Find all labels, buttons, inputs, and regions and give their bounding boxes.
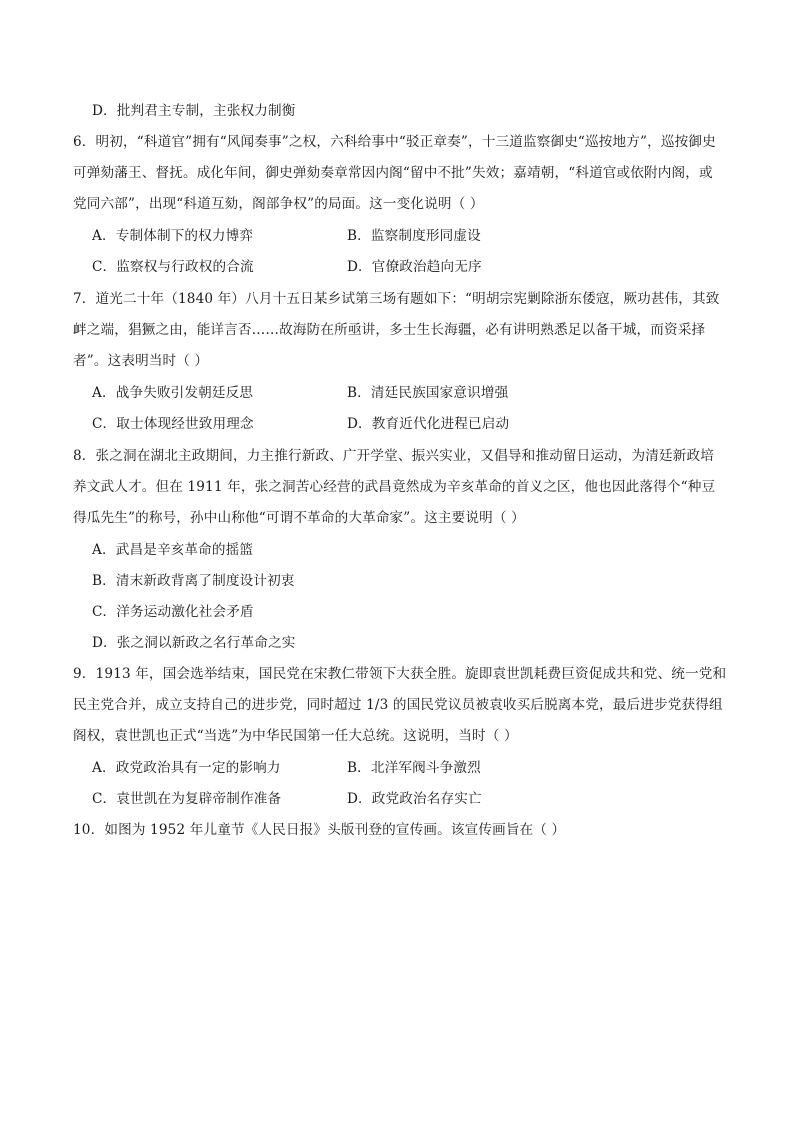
q6-stem-line-3: 党同六部”，出现“科道互劾，阁部争权”的局面。这一变化说明（ ） [73, 196, 484, 212]
q8-stem-line-3: 得瓜先生”的称号，孙中山称他“可谓不革命的大革命家”。这主要说明（ ） [73, 510, 525, 526]
q7-stem-line-3: 者”。这表明当时（ ） [73, 353, 209, 369]
q7-option-a: A．战争失败引发朝廷反思 [92, 385, 254, 401]
q8-option-d: D．张之洞以新政之名行革命之实 [92, 635, 296, 651]
q8-option-b: B．清末新政背离了制度设计初衷 [92, 573, 295, 589]
q8-stem-line-1: 8．张之洞在湖北主政期间，力主推行新政、广开学堂、振兴实业，又倡导和推动留日运动，为清廷新政培 [73, 448, 715, 464]
q7-option-d: D．教育近代化进程已启动 [347, 416, 510, 432]
q6-option-c: C．监察权与行政权的合流 [92, 259, 254, 275]
q9-option-b: B．北洋军阀斗争激烈 [347, 760, 481, 776]
prev-option-d: D．批判君主专制，主张权力制衡 [92, 103, 296, 119]
q9-option-d: D．政党政治名存实亡 [347, 791, 482, 807]
q8-option-c: C．洋务运动激化社会矛盾 [92, 604, 254, 620]
q8-stem-line-2: 养文武人才。但在 1911 年，张之洞苦心经营的武昌竟然成为辛亥革命的首义之区，他也因此落得个“种豆 [73, 479, 716, 495]
q8-option-a: A．武昌是辛亥革命的摇篮 [92, 542, 254, 558]
q6-option-a: A．专制体制下的权力博弈 [92, 228, 254, 244]
q6-option-d: D．官僚政治趋向无序 [347, 259, 482, 275]
q9-stem-line-3: 阁权，袁世凯也正式“当选”为中华民国第一任大总统。这说明，当时（ ） [73, 728, 518, 744]
q7-stem-line-1: 7．道光二十年（1840 年）八月十五日某乡试第三场有题如下：“明胡宗宪剿除浙东倭寇，厥功甚伟，其致 [73, 291, 720, 307]
q10-stem-line-1: 10．如图为 1952 年儿童节《人民日报》头版刊登的宣传画。该宣传画旨在（ ） [73, 822, 566, 838]
q9-stem-line-1: 9．1913 年，国会选举结束，国民党在宋教仁带领下大获全胜。旋即袁世凯耗费巨资促成共和党、统一党和 [73, 666, 727, 682]
q6-stem-line-2: 可弹劾藩王、督抚。成化年间，御史弹劾奏章常因内阁“留中不批”失效；嘉靖朝，“科道官或依附内阁，或 [73, 165, 713, 181]
q7-stem-line-2: 衅之端，猖獗之由，能详言否……故海防在所亟讲，多士生长海疆，必有讲明熟悉足以备干城，而资采择 [73, 322, 706, 338]
q9-option-a: A．政党政治具有一定的影响力 [92, 760, 281, 776]
q6-stem-line-1: 6．明初，“科道官”拥有“风闻奏事”之权，六科给事中“驳正章奏”，十三道监察御史“巡按地方”，巡按御史 [73, 134, 716, 150]
q9-stem-line-2: 民主党合并，成立支持自己的进步党，同时超过 1/3 的国民党议员被袁收买后脱离本党，最后进步党获得组 [73, 697, 723, 713]
q7-option-c: C．取士体现经世致用理念 [92, 416, 254, 432]
q7-option-b: B．清廷民族国家意识增强 [347, 385, 509, 401]
q6-option-b: B．监察制度形同虚设 [347, 228, 481, 244]
q9-option-c: C．袁世凯在为复辟帝制作准备 [92, 791, 282, 807]
